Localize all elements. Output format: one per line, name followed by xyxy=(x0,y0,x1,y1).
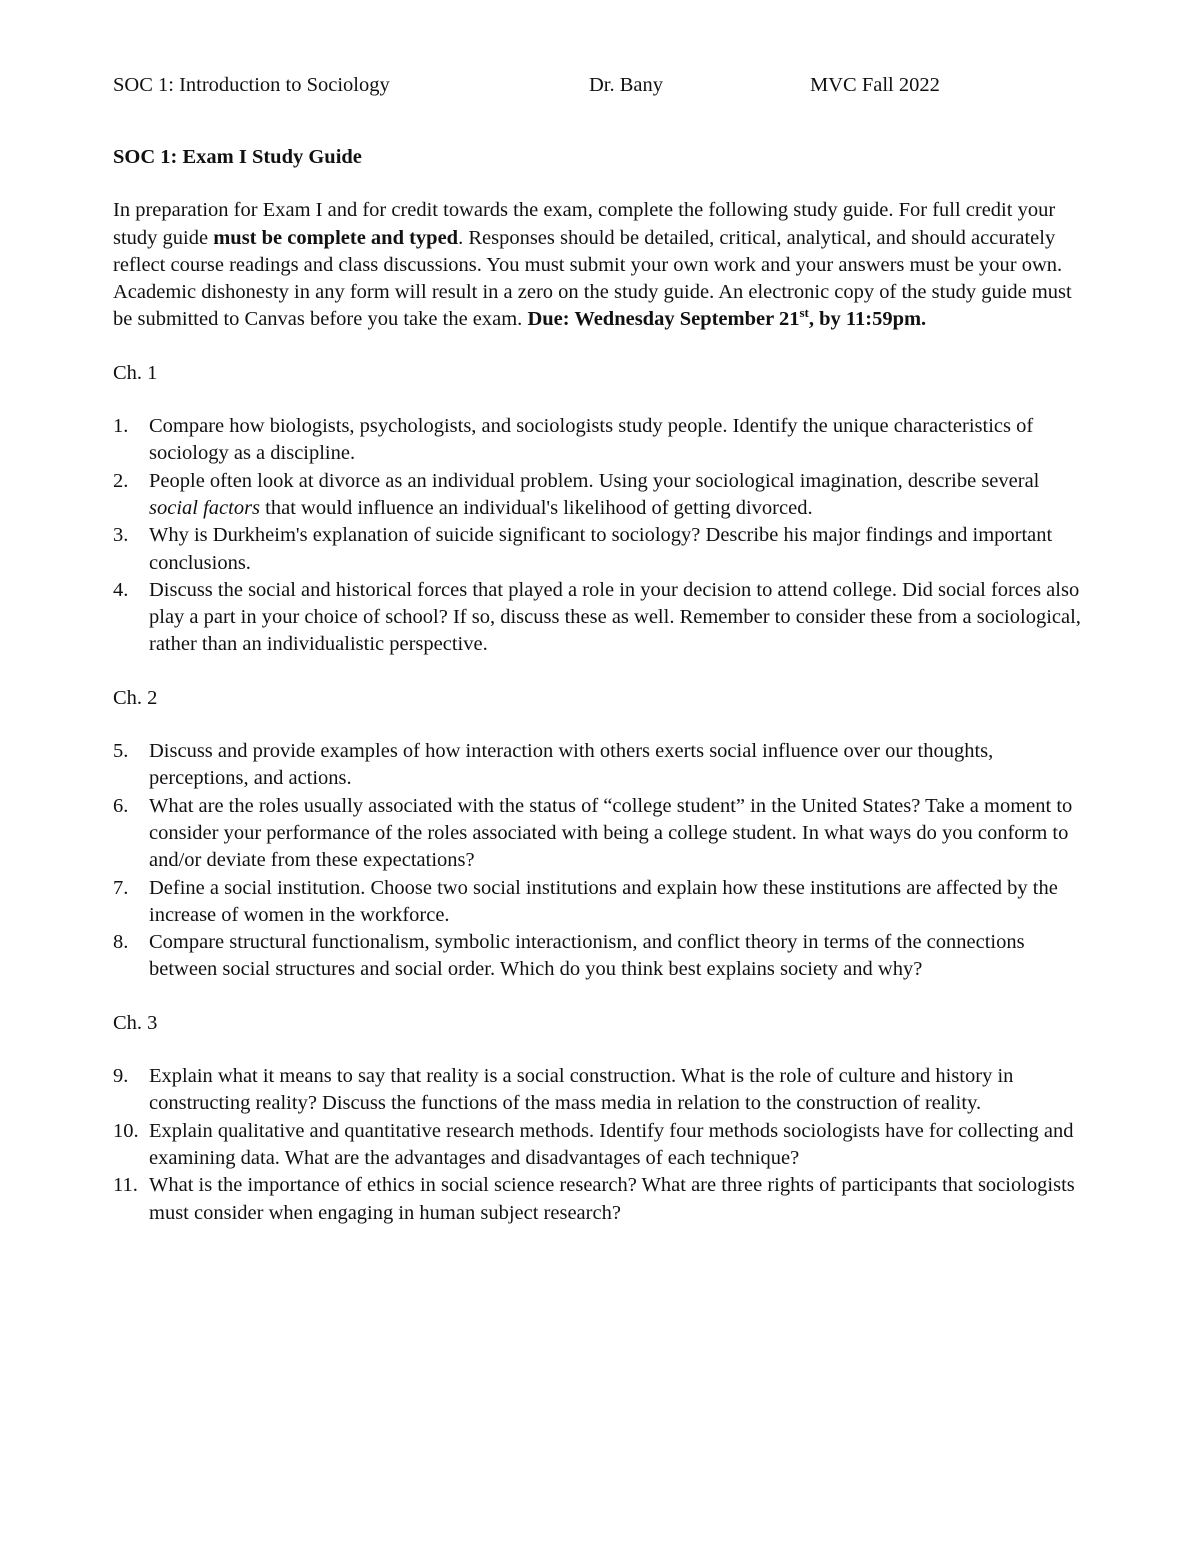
question-item xyxy=(113,468,1093,523)
question-number: 2. xyxy=(113,469,129,492)
intro-emphasis: must be complete and typed xyxy=(213,226,459,249)
question-text: Why is Durkheim's explanation of suicide significant to sociology? Describe his major findings and important conclusions. xyxy=(149,524,1053,574)
question-item xyxy=(113,1118,1093,1173)
question-text: Compare how biologists, psychologists, and sociologists study people. Identify the unique characteristics of sociology as a discipline. xyxy=(149,415,1034,465)
question-number: 6. xyxy=(113,794,129,817)
chapter-heading: Ch. 1 xyxy=(113,361,158,384)
document-header xyxy=(113,72,1093,100)
question-item xyxy=(113,738,1093,793)
question-list xyxy=(113,738,1093,984)
term-label: MVC Fall 2022 xyxy=(810,74,940,96)
question-item xyxy=(113,522,1093,577)
question-item xyxy=(113,1063,1093,1118)
question-text: Compare structural functionalism, symbolic interactionism, and conflict theory in terms of the connections between social structures and social order. Which do you think best explains society and why? xyxy=(149,931,1025,981)
course-name: SOC 1: Introduction to Sociology xyxy=(113,74,390,96)
question-text: What is the importance of ethics in social science research? What are three rights of participants that sociologists must consider when engaging in human subject research? xyxy=(149,1174,1075,1224)
intro-paragraph xyxy=(113,197,1093,333)
question-item xyxy=(113,929,1093,984)
question-number: 4. xyxy=(113,578,129,601)
chapter-heading: Ch. 2 xyxy=(113,686,158,709)
question-text: People often look at divorce as an individual problem. Using your sociological imagination, describe several social factors that would influence an individual's likelihood of getting divorced. xyxy=(149,469,1040,519)
emphasis-social-factors: social factors xyxy=(149,496,261,519)
question-number: 1. xyxy=(113,415,129,438)
question-number: 7. xyxy=(113,876,129,899)
question-text: Discuss and provide examples of how interaction with others exerts social influence over our thoughts, perceptions, and actions. xyxy=(149,740,994,790)
question-list xyxy=(113,1063,1093,1227)
question-item xyxy=(113,1172,1093,1227)
question-list xyxy=(113,413,1093,659)
due-date: Due: Wednesday September 21st, by 11:59pm. xyxy=(527,305,927,331)
question-number: 8. xyxy=(113,931,129,954)
question-text: Define a social institution. Choose two social institutions and explain how these institutions are affected by the increase of women in the workforce. xyxy=(149,876,1058,926)
question-number: 5. xyxy=(113,740,129,763)
question-item xyxy=(113,413,1093,468)
question-number: 10. xyxy=(113,1119,139,1142)
chapter-heading: Ch. 3 xyxy=(113,1011,158,1034)
question-text: Explain qualitative and quantitative research methods. Identify four methods sociologists have for collecting and examining data. What are the advantages and disadvantages of each technique? xyxy=(149,1119,1074,1169)
document-page xyxy=(113,72,1093,1227)
question-number: 11. xyxy=(113,1174,138,1197)
question-text: Explain what it means to say that reality is a social construction. What is the role of culture and history in constructing reality? Discuss the functions of the mass media in relation to the construction of reality. xyxy=(149,1065,1014,1115)
document-title: SOC 1: Exam I Study Guide xyxy=(113,146,362,168)
question-text: Discuss the social and historical forces that played a role in your decision to attend college. Did social forces also play a part in your choice of school? If so, discuss these as well. Remember to consider these from a sociological, rather than an individualistic perspective. xyxy=(149,578,1081,656)
intro-text: In preparation for Exam I and for credit towards the exam, complete the following study guide. For full credit your study guide xyxy=(113,199,1056,249)
question-number: 9. xyxy=(113,1065,129,1088)
question-item xyxy=(113,875,1093,930)
intro-text-continued: . Responses should be detailed, critical, analytical, and should accurately reflect course readings and class discussions. You must submit your own work and your answers must be your own. Academic dishonesty in any form will result in a zero on the study guide. An electronic copy of the study guide must be submitted to Canvas before you take the exam. xyxy=(113,226,1072,331)
question-item xyxy=(113,577,1093,659)
question-item xyxy=(113,793,1093,875)
question-text: What are the roles usually associated with the status of “college student” in the United States? Take a moment to consider your performance of the roles associated with being a college student. In what ways do you conform to and/or deviate from these expectations? xyxy=(149,794,1073,872)
question-number: 3. xyxy=(113,524,129,547)
instructor-name: Dr. Bany xyxy=(589,74,664,96)
